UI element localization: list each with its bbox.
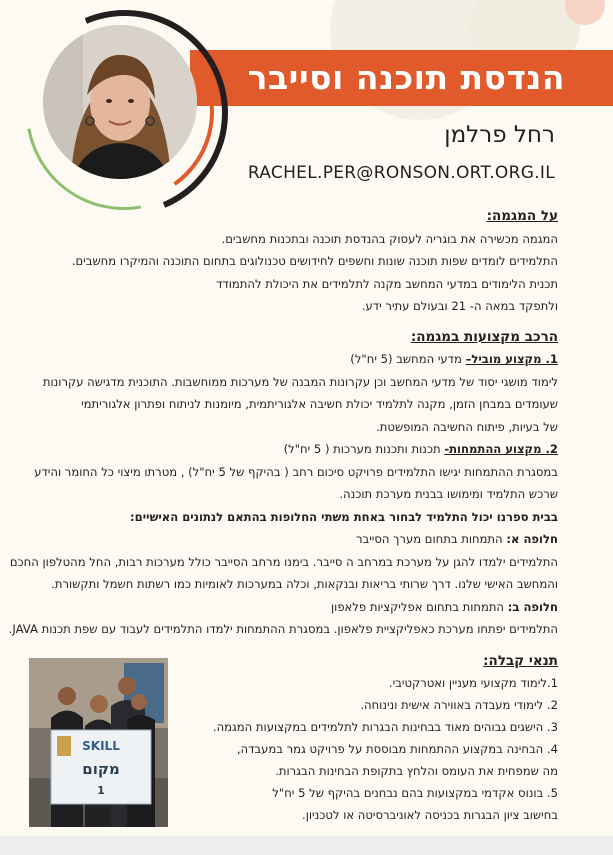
students-photo (29, 658, 168, 827)
sign-number: 1 (97, 784, 105, 797)
admission-line: מה שמפחית את העומס והלחץ בתקופת הבחינות הבגרות. (275, 764, 558, 778)
admission-line: 5. בונוס אקדמי במקצועות בהם נבחנים בהיקף של 5 יח"ל (272, 786, 558, 800)
admission-line: 4. הבחינה במקצוע ההתמחות מבוססת על פרויקט גמר במעבדה, (236, 742, 558, 756)
mobile-subject (22, 348, 558, 371)
teacher-name: רחל פרלמן (444, 122, 555, 148)
sign-place: מקום (82, 760, 120, 778)
about-line: ולתפקד במאה ה- 21 ובעולם עתיר ידע. (361, 299, 558, 313)
admission-line: 2. לימודי מעבדה באווירה אישית ונינוחה. (360, 698, 558, 712)
option-b (22, 596, 558, 619)
components-heading: הרכב מקצועות במגמה: (410, 328, 558, 345)
option-a-line: התלמידים ילמדו להגן על מערכת במרחב ה סייבר. בימנו מרחב הסייבר כולל מערכות רבות, החל מהטלפון החכם (9, 554, 558, 569)
option-a-title: חלופה א: (506, 532, 558, 546)
mobile-line: שעומדים במבחן הזמן, מקנה לתלמיד יכולת חשיבה אלגוריתמית, מיומנות לניתוח ופתרון אלגוריתמי (81, 397, 558, 411)
bottom-bar (0, 836, 613, 855)
mobile-subject-title: 1. מקצוע מוביל– (465, 352, 558, 366)
option-a-detail: התמחות בתחום מערך הסייבר (355, 532, 507, 546)
students-image (29, 658, 168, 827)
option-b-detail: התמחות בתחום אפליקציות פלאפון (331, 599, 508, 614)
about-heading: על המגמה: (486, 208, 558, 224)
teacher-photo (43, 25, 197, 179)
choice-heading: בבית ספרנו יכול התלמיד לבחור באחת משתי החלופות בהתאם לנתונים האישיים: (130, 509, 558, 524)
about-line: תכנית הלימודים במדעי המחשב מקנה לתלמידים את היכולת להתמודד (216, 276, 558, 291)
option-b-line: התלמידים יפתחו מערכת כאפליקציית פלאפון. במסגרת ההתמחות ילמדו התלמידים לעבוד עם שפת תכנות JAVA. (8, 622, 558, 636)
title-banner (190, 50, 613, 106)
admission-section (180, 650, 558, 826)
spec-line: שרכש התלמיד ומימושו בבנית מערכת תוכנה. (339, 487, 558, 501)
admission-line: 3. הישגים גבוהים מאוד בבחינות הבגרות לתלמידים במקצועות המגמה. (212, 720, 558, 734)
spec-subject-detail: תכנות ותכנות מערכות ( 5 יח"ל) (283, 442, 445, 456)
spec-subject-title: 2. מקצוע ההתמחות- (444, 442, 558, 456)
spec-line: במסגרת ההתמחות יגישו התלמידים פרויקט סיכום רחב ( בהיקף של 5 יח"ל) , מטרתו מיצוי כל החומר והידע (34, 464, 558, 479)
portrait-image (43, 25, 197, 179)
mobile-line: של בעיות, פיתוח החשיבה המופשטת. (376, 419, 558, 434)
page-title: הנדסת תוכנה וסייבר (247, 58, 565, 97)
option-b-title: חלופה ב: (507, 599, 558, 614)
mobile-line: לימוד מושגי יסוד של מדעי המחשב וכן עקרונות המבנה של מערכות ממוחשבות. התוכנית מדגישה עקרונות (42, 374, 558, 389)
spec-subject (22, 438, 558, 461)
sign-brand: SKILL (82, 739, 120, 753)
main-content (8, 205, 558, 641)
teacher-email[interactable]: RACHEL.PER@RONSON.ORT.ORG.IL (247, 163, 555, 183)
admission-line: בחישוב ציון הבגרות בכניסה לאוניברסיטה או לטכניון. (302, 808, 558, 822)
mobile-subject-detail: מדעי המחשב (5 יח"ל) (350, 352, 466, 366)
about-line: המגמה מכשירה את בוגריה לעסוק בהנדסת תוכנה ובתכנות מחשבים. (221, 231, 558, 246)
about-line: התלמידים לומדים שפות תוכנה שונות וחשפים לחידושים טכנולוגים בתחום התוכנה והמיקרו מחשבים. (71, 254, 558, 268)
option-a-line: והמחשב האישי שלנו. דרך שרותי בריאות ובנקאות, וכלה במערכות לאומיות כמו רשתות חשמל ותקשורת. (51, 577, 558, 591)
admission-line: 1.לימוד מקצועי מעניין ואטרקטיבי. (388, 676, 558, 690)
option-a (22, 528, 558, 551)
admission-heading: תנאי קבלה: (483, 653, 558, 669)
